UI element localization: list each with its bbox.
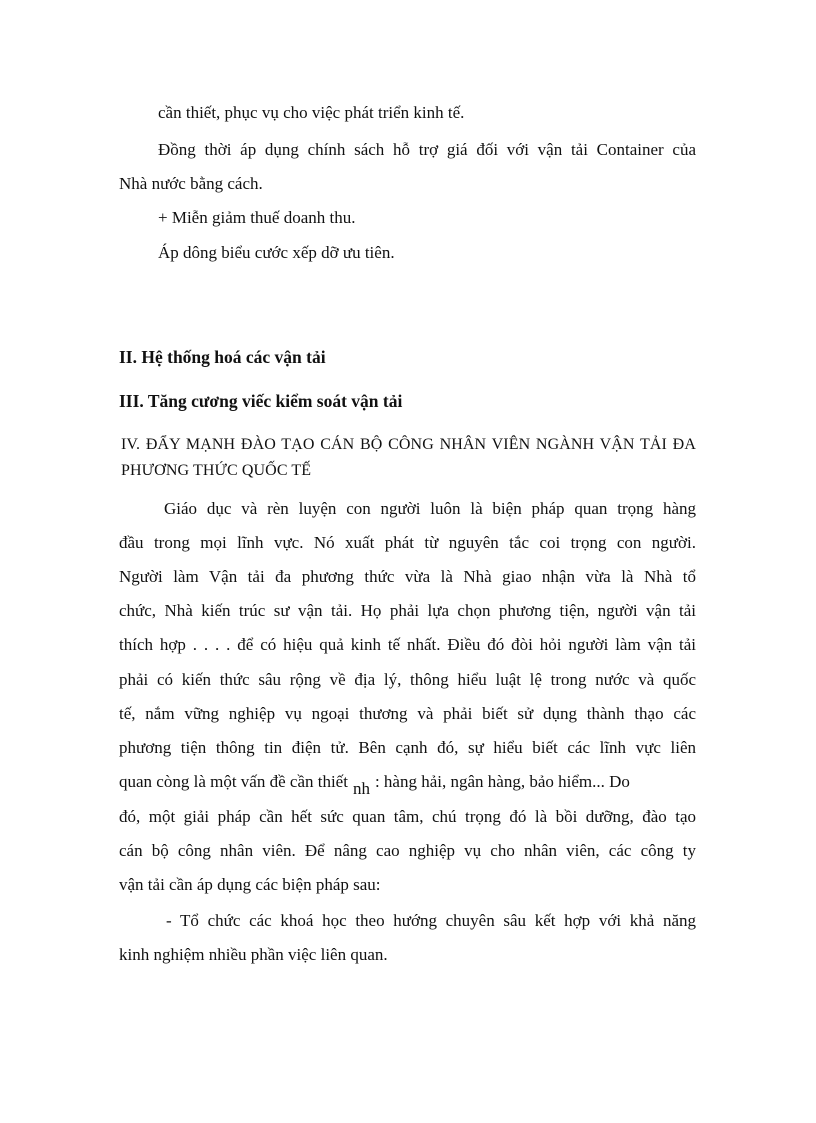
intro-line-2: Đồng thời áp dụng chính sách hỗ trợ giá đối với vận tải Container của (158, 140, 696, 159)
intro-line-1: cần thiết, phục vụ cho việc phát triển kinh tế. (158, 103, 465, 122)
body-line-9-subscript: nh (352, 779, 370, 798)
body-line-3: Người làm Vận tải đa phương thức vừa là Nhà giao nhận vừa là Nhà tổ (119, 567, 696, 586)
body-line-9-part-c: : hàng hải, ngân hàng, bảo hiểm... Do (374, 772, 630, 791)
body-line-13: - Tổ chức các khoá học theo hướng chuyên sâu kết hợp với khả năng (166, 911, 696, 930)
body-line-14: kinh nghiệm nhiều phần việc liên quan. (119, 945, 388, 964)
section-3-heading: III. Tăng cương viếc kiểm soát vận tải (119, 391, 403, 411)
body-line-4: chức, Nhà kiến trúc sư vận tải. Họ phải lựa chọn phương tiện, người vận tải (119, 601, 696, 620)
body-line-10: đó, một giải pháp cần hết sức quan tâm, chú trọng đó là bồi dưỡng, đào tạo (119, 807, 696, 826)
body-line-6: phải có kiến thức sâu rộng về địa lý, thông hiểu luật lệ trong nước và quốc (119, 670, 696, 689)
body-line-11: cán bộ công nhân viên. Để nâng cao nghiệp vụ cho nhân viên, các công ty (119, 841, 696, 860)
section-4-heading-line-2: PHƯƠNG THỨC QUỐC TẾ (121, 462, 312, 479)
body-line-12: vận tải cần áp dụng các biện pháp sau: (119, 875, 381, 894)
intro-line-4: + Miễn giảm thuế doanh thu. (158, 208, 356, 227)
body-line-5: thích hợp . . . . để có hiệu quả kinh tế nhất. Điều đó đòi hỏi người làm vận tải (119, 635, 696, 654)
body-line-8: phương tiện thông tin điện tử. Bên cạnh đó, sự hiểu biết các lĩnh vực liên (119, 738, 696, 757)
body-line-7: tế, nắm vững nghiệp vụ ngoại thương và phải biết sử dụng thành thạo các (119, 704, 696, 723)
intro-line-5: Áp dông biểu cước xếp dỡ ưu tiên. (158, 243, 395, 262)
section-2-heading: II. Hệ thống hoá các vận tải (119, 347, 326, 367)
section-4-heading-line-1: IV. ĐẨY MẠNH ĐÀO TẠO CÁN BỘ CÔNG NHÂN VIÊN NGÀNH VẬN TẢI ĐA (121, 436, 696, 453)
body-line-9-part-a: quan còng là một vấn đề cần thiết (119, 772, 348, 791)
body-line-2: đầu trong mọi lĩnh vực. Nó xuất phát từ nguyên tắc coi trọng con người. (119, 533, 696, 552)
intro-line-3: Nhà nước bằng cách. (119, 174, 263, 193)
body-line-1: Giáo dục và rèn luyện con người luôn là biện pháp quan trọng hàng (164, 499, 696, 518)
body-line-9 (119, 771, 696, 798)
